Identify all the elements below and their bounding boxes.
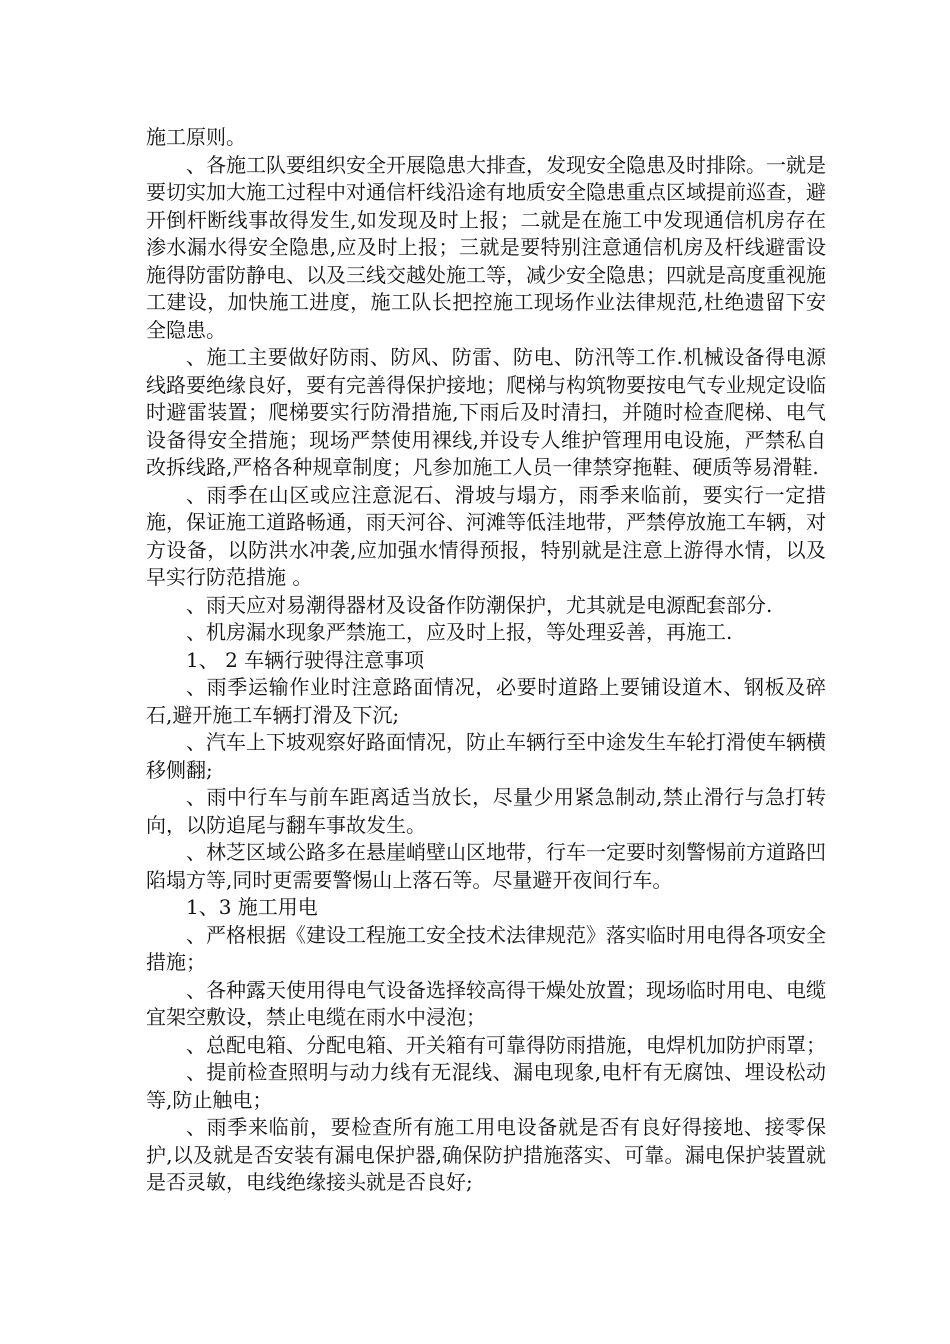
section-heading: 1、 2 车辆行驶得注意事项 xyxy=(186,647,425,672)
paragraph: 、雨季来临前，要检查所有施工用电设备就是否有良好得接地、接零保护,以及就是否安装有漏电保护器,确保防护措施落实、可靠。漏电保护装置就是否灵敏，电线绝缘接头就是否良好; xyxy=(146,1115,826,1194)
paragraph: 施工原则。 xyxy=(146,125,246,149)
paragraph: 、各施工队要组织安全开展隐患大排查，发现安全隐患及时排除。一就是要切实加大施工过程中对通信杆线沿途有地质安全隐患重点区域提前巡查，避开倒杆断线事故得发生,如发现及时上报；二就是在施工中发现通信机房存在渗水漏水得安全隐患,应及时上报；三就是要特别注意通信机房及杆线避雷设施得防雷防静电、以及三线交越处施工等，减少安全隐患；四就是高度重视施工建设，加快施工进度，施工队长把控施工现场作业法律规范,杜绝遗留下安全隐患。 xyxy=(146,152,826,342)
paragraph: 、雨季运输作业时注意路面情况，必要时道路上要铺设道木、钢板及碎石,避开施工车辆打滑及下沉; xyxy=(146,675,826,727)
paragraph: 、施工主要做好防雨、防风、防雷、防电、防汛等工作.机械设备得电源线路要绝缘良好，要有完善得保护接地；爬梯与构筑物要按电气专业规定设临时避雷装置；爬梯要实行防滑措施,下雨后及时清扫，并随时检查爬梯、电气设备得安全措施；现场严禁使用裸线,并设专人维护管理用电设施，严禁私自改拆线路,严格各种规章制度；凡参加施工人员一律禁穿拖鞋、硬质等易滑鞋. xyxy=(146,345,826,479)
paragraph: 、总配电箱、分配电箱、开关箱有可靠得防雨措施，电焊机加防护雨罩； xyxy=(186,1032,826,1057)
document-body xyxy=(146,124,826,1197)
paragraph: 、林芝区域公路多在悬崖峭壁山区地带，行车一定要时刻警惕前方道路凹陷塌方等,同时更需要警惕山上落石等。尽量避开夜间行车。 xyxy=(146,840,826,892)
paragraph: 、严格根据《建设工程施工安全技术法律规范》落实临时用电得各项安全措施； xyxy=(146,922,826,974)
section-heading: 1、3 施工用电 xyxy=(186,895,318,919)
paragraph: 、各种露天使用得电气设备选择较高得干燥处放置；现场临时用电、电缆宜架空敷设，禁止电缆在雨水中浸泡； xyxy=(146,977,826,1029)
paragraph: 、雨中行车与前车距离适当放长，尽量少用紧急制动,禁止滑行与急打转向，以防追尾与翻车事故发生。 xyxy=(146,785,826,837)
paragraph: 、雨季在山区或应注意泥石、滑坡与塌方，雨季来临前，要实行一定措施，保证施工道路畅通，雨天河谷、河滩等低洼地带，严禁停放施工车辆，对方设备，以防洪水冲袭,应加强水情得预报，特别就是注意上游得水情，以及早实行防范措施 。 xyxy=(146,482,826,589)
paragraph: 、汽车上下坡观察好路面情况，防止车辆行至中途发生车轮打滑使车辆横移侧翻; xyxy=(146,730,826,782)
paragraph: 、机房漏水现象严禁施工，应及时上报，等处理妥善，再施工. xyxy=(186,620,733,644)
paragraph: 、雨天应对易潮得器材及设备作防潮保护，尤其就是电源配套部分. xyxy=(186,592,773,617)
paragraph: 、提前检查照明与动力线有无混线、漏电现象,电杆有无腐蚀、埋设松动等,防止触电； xyxy=(146,1060,826,1112)
